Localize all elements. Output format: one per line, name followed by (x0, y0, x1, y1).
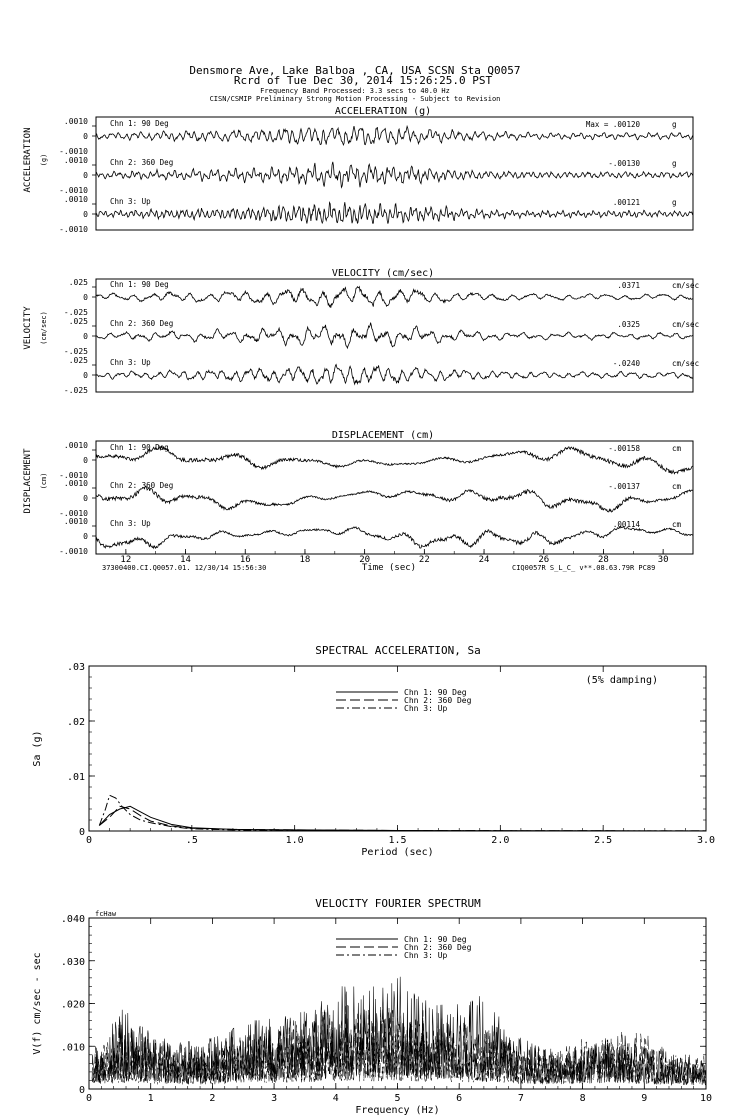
panel-title: ACCELERATION (g) (334, 106, 432, 117)
chn1-peak-unit: cm/sec (672, 281, 700, 290)
x-tick-label: 9 (641, 1093, 648, 1104)
chn3-tick-bottom: -.0010 (59, 225, 88, 234)
legend-label-chn2: Chn 2: 360 Deg (404, 943, 472, 952)
plot-frame (89, 666, 706, 831)
chn1-waveform (96, 287, 693, 308)
x-tick-label: 4 (332, 1093, 339, 1104)
chn1-peak-unit: cm (672, 444, 682, 453)
time-tick-label: 18 (299, 555, 311, 565)
x-tick-label: 5 (394, 1093, 401, 1104)
chn1-tick-zero: 0 (83, 456, 88, 465)
chn2-peak-value: -.00137 (608, 482, 640, 491)
chn3-peak-value: .00121 (612, 198, 640, 207)
x-tick-label: 3.0 (696, 835, 716, 846)
displacement-panel (23, 430, 693, 556)
chn1-channel-label: Chn 1: 90 Deg (110, 443, 169, 452)
chn3-tick-top: .0010 (63, 517, 88, 526)
series-line-chn3 (99, 795, 706, 831)
panel-side-label: DISPLACEMENT (23, 448, 33, 514)
fourier-spectrum-chart (32, 910, 712, 1115)
chn3-tick-bottom: -.0010 (59, 547, 88, 556)
chn1-channel-label: Chn 1: 90 Deg (110, 280, 169, 289)
chn1-peak-value: Max = .00120 (585, 120, 640, 129)
chn3-peak-unit: cm/sec (672, 359, 700, 368)
corner-label: fcHaw (95, 910, 117, 918)
panel-title: VELOCITY (cm/sec) (331, 268, 435, 279)
series-line-chn3 (92, 1025, 706, 1085)
chn2-channel-label: Chn 2: 360 Deg (110, 319, 174, 328)
x-tick-label: 1.5 (388, 835, 407, 846)
chn2-waveform (96, 323, 693, 348)
chn1-tick-top: .0010 (63, 117, 88, 126)
x-tick-label: 2.0 (491, 835, 510, 846)
chn1-peak-unit: g (672, 120, 677, 129)
chn3-channel-label: Chn 3: Up (110, 358, 151, 367)
chn3-waveform (96, 202, 693, 224)
chn3-peak-unit: g (672, 198, 677, 207)
chn2-peak-unit: cm (672, 482, 682, 491)
panel-unit-label: (cm/sec) (40, 311, 48, 345)
y-tick-label: .040 (60, 914, 85, 925)
chn3-tick-zero: 0 (83, 532, 88, 541)
x-tick-label: 2 (209, 1093, 216, 1104)
chn1-tick-bottom: -.025 (63, 308, 88, 317)
chn1-tick-zero: 0 (83, 132, 88, 141)
velocity-panel (23, 268, 699, 395)
panel-side-label: VELOCITY (23, 306, 33, 350)
panel-unit-label: (cm) (40, 472, 48, 490)
y-tick-label: .03 (66, 662, 85, 673)
x-tick-label: 1 (147, 1093, 154, 1104)
spectral-acceleration-chart (32, 662, 715, 858)
chn1-tick-top: .0010 (63, 441, 88, 450)
time-tick-label: 28 (598, 555, 609, 565)
time-axis-label: Time (sec) (361, 563, 417, 573)
fourier-title: VELOCITY FOURIER SPECTRUM (315, 897, 481, 910)
time-tick-label: 14 (180, 555, 191, 565)
chn2-tick-bottom: -.0010 (59, 509, 88, 518)
damping-note: (5% damping) (585, 675, 658, 686)
chn1-tick-top: .025 (68, 278, 88, 287)
chn3-tick-bottom: -.025 (63, 386, 88, 395)
x-tick-label: 1.0 (285, 835, 304, 846)
chn3-tick-top: .0010 (63, 195, 88, 204)
legend-label-chn3: Chn 3: Up (404, 704, 448, 713)
chn1-tick-zero: 0 (83, 293, 88, 302)
chn1-tick-bottom: -.0010 (59, 471, 88, 480)
chn2-tick-bottom: -.0010 (59, 186, 88, 195)
x-tick-label: 6 (456, 1093, 463, 1104)
chn2-tick-top: .025 (68, 317, 88, 326)
y-tick-label: .030 (60, 956, 85, 968)
panel-title: DISPLACEMENT (cm) (331, 430, 435, 441)
panel-unit-label: (g) (40, 153, 48, 167)
chn1-peak-value: -.00158 (608, 444, 640, 453)
record-time: Rcrd of Tue Dec 30, 2014 15:26:25.0 PST (233, 74, 493, 87)
legend-label-chn1: Chn 1: 90 Deg (404, 935, 467, 944)
y-tick-label: 0 (78, 827, 85, 838)
chn2-tick-zero: 0 (83, 332, 88, 341)
chn2-tick-top: .0010 (63, 156, 88, 165)
series-line-chn1 (99, 806, 706, 831)
chn2-tick-top: .0010 (63, 479, 88, 488)
y-axis-label: Sa (g) (32, 730, 43, 767)
x-tick-label: 10 (699, 1093, 713, 1104)
station-title: Densmore Ave, Lake Balboa , CA, USA SCSN Sta Q0057 (189, 64, 521, 77)
time-tick-label: 16 (239, 555, 251, 565)
x-tick-label: .5 (185, 835, 198, 846)
x-tick-label: 8 (579, 1093, 586, 1104)
y-axis-label: V(f) cm/sec - sec (32, 952, 43, 1055)
chn2-waveform (96, 486, 693, 512)
chn2-peak-value: -.00130 (608, 159, 640, 168)
chn1-channel-label: Chn 1: 90 Deg (110, 119, 169, 128)
chn3-tick-top: .025 (68, 356, 88, 365)
x-axis-label: Frequency (Hz) (355, 1105, 440, 1115)
time-tick-label: 30 (657, 555, 669, 565)
time-tick-label: 24 (478, 555, 490, 565)
x-axis-label: Period (sec) (361, 847, 434, 858)
acceleration-panel (23, 106, 693, 234)
time-tick-label: 20 (359, 555, 371, 565)
sa-title: SPECTRAL ACCELERATION, Sa (315, 644, 481, 657)
chn3-waveform (96, 527, 693, 549)
legend-label-chn2: Chn 2: 360 Deg (404, 696, 472, 705)
chn1-peak-value: .0371 (617, 281, 640, 290)
panel-side-label: ACCELERATION (23, 127, 33, 193)
chn3-peak-value: .00114 (612, 520, 640, 529)
y-tick-label: .02 (66, 717, 85, 728)
series-line-chn2 (92, 1002, 706, 1085)
chn3-peak-unit: cm (672, 520, 682, 529)
y-tick-label: .01 (66, 772, 85, 783)
time-tick-label: 26 (538, 555, 550, 565)
chn3-tick-zero: 0 (83, 371, 88, 380)
chn2-channel-label: Chn 2: 360 Deg (110, 158, 174, 167)
chn3-channel-label: Chn 3: Up (110, 197, 151, 206)
legend-label-chn3: Chn 3: Up (404, 951, 448, 960)
chn2-waveform (96, 162, 693, 188)
legend-label-chn1: Chn 1: 90 Deg (404, 688, 467, 697)
x-tick-label: 3 (271, 1093, 278, 1104)
chn3-tick-zero: 0 (83, 210, 88, 219)
time-tick-label: 22 (418, 555, 430, 565)
chn2-peak-unit: g (672, 159, 677, 168)
frequency-band: Frequency Band Processed: 3.3 secs to 40.0 Hz (260, 87, 450, 95)
chn1-waveform (96, 446, 693, 474)
chn2-tick-zero: 0 (83, 171, 88, 180)
chn2-channel-label: Chn 2: 360 Deg (110, 481, 174, 490)
chn2-peak-value: .0325 (617, 320, 640, 329)
chn2-tick-zero: 0 (83, 494, 88, 503)
chn2-peak-unit: cm/sec (672, 320, 700, 329)
chn3-channel-label: Chn 3: Up (110, 519, 151, 528)
chn3-waveform (96, 365, 693, 385)
chn3-peak-value: -.0240 (612, 359, 640, 368)
x-tick-label: 0 (85, 835, 93, 846)
x-tick-label: 2.5 (594, 835, 613, 846)
chn1-tick-bottom: -.0010 (59, 147, 88, 156)
chn2-tick-bottom: -.025 (63, 347, 88, 356)
processing-id-footer: CIQ0057R S_L_C_ v**.08.63.79R PC89 (512, 564, 656, 572)
processing-note: CISN/CSMIP Preliminary Strong Motion Processing - Subject to Revision (209, 95, 501, 103)
y-tick-label: .020 (60, 999, 85, 1011)
x-tick-label: 7 (517, 1093, 524, 1104)
x-tick-label: 0 (85, 1093, 93, 1104)
record-id-footer: 37300400.CI.Q0057.01. 12/30/14 15:56:30 (102, 564, 267, 572)
time-tick-label: 12 (120, 555, 132, 565)
y-tick-label: 0 (78, 1085, 85, 1096)
y-tick-label: .010 (60, 1042, 85, 1054)
